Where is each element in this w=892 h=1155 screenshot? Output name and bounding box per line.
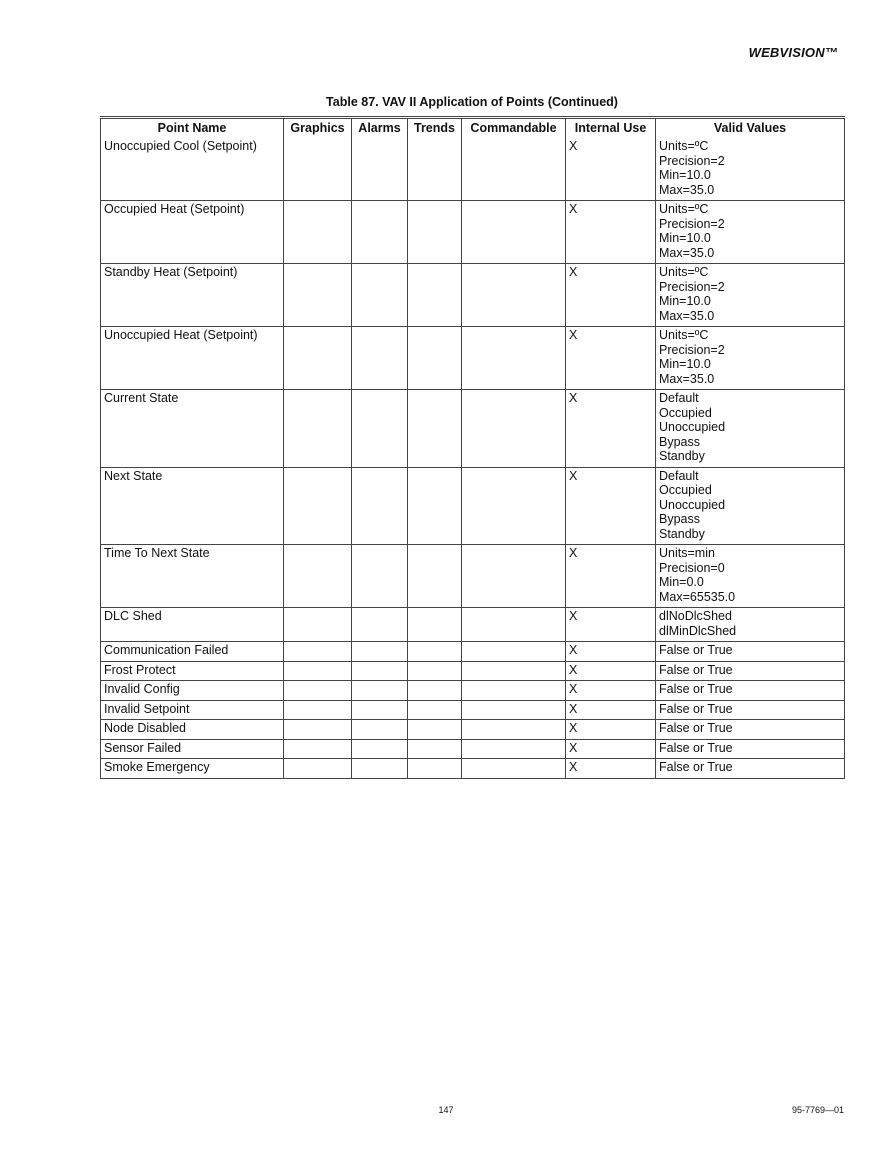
valid-values-cell xyxy=(656,739,845,759)
valid-value: Standby xyxy=(659,526,705,541)
trends-cell xyxy=(408,739,462,759)
internal-use-cell: X xyxy=(566,739,656,759)
trends-cell xyxy=(408,201,462,264)
valid-values-cell xyxy=(656,608,845,642)
trends-cell xyxy=(408,720,462,740)
commandable-cell xyxy=(462,390,566,468)
valid-value: dlNoDlcShed xyxy=(659,609,732,623)
column-header-valid-values: Valid Values xyxy=(656,118,845,138)
commandable-cell xyxy=(462,700,566,720)
column-header-graphics: Graphics xyxy=(284,118,352,138)
valid-value: Units=ºC xyxy=(659,202,709,216)
table-row xyxy=(101,700,845,720)
alarms-cell xyxy=(352,390,408,468)
commandable-cell xyxy=(462,739,566,759)
internal-use-cell: X xyxy=(566,327,656,390)
commandable-cell xyxy=(462,681,566,701)
commandable-cell xyxy=(462,759,566,779)
commandable-cell xyxy=(462,137,566,201)
table-row xyxy=(101,390,845,468)
internal-use-cell: X xyxy=(566,720,656,740)
valid-value: Min=10.0 xyxy=(659,231,711,245)
point-name-cell: Next State xyxy=(101,467,284,545)
points-table xyxy=(100,116,845,779)
valid-values-cell xyxy=(656,264,845,327)
alarms-cell xyxy=(352,759,408,779)
alarms-cell xyxy=(352,137,408,201)
trends-cell xyxy=(408,681,462,701)
valid-value: dlMinDlcShed xyxy=(659,623,737,638)
graphics-cell xyxy=(284,739,352,759)
graphics-cell xyxy=(284,390,352,468)
graphics-cell xyxy=(284,467,352,545)
valid-values-cell xyxy=(656,545,845,608)
valid-values-cell xyxy=(656,201,845,264)
valid-value: Units=ºC xyxy=(659,265,709,279)
point-name-cell: Node Disabled xyxy=(101,720,284,740)
internal-use-cell: X xyxy=(566,264,656,327)
alarms-cell xyxy=(352,467,408,545)
graphics-cell xyxy=(284,759,352,779)
valid-value: Standby xyxy=(659,449,705,463)
table-row xyxy=(101,545,845,608)
valid-values-cell xyxy=(656,661,845,681)
table-header-row xyxy=(101,118,845,138)
point-name-cell: Invalid Config xyxy=(101,681,284,701)
column-header-point-name: Point Name xyxy=(101,118,284,138)
internal-use-cell: X xyxy=(566,390,656,468)
valid-value: Min=10.0 xyxy=(659,294,711,308)
valid-values-cell xyxy=(656,327,845,390)
column-header-alarms: Alarms xyxy=(352,118,408,138)
trends-cell xyxy=(408,390,462,468)
valid-value: False or True xyxy=(659,701,733,716)
graphics-cell xyxy=(284,700,352,720)
valid-value: Default xyxy=(659,468,699,483)
table-row xyxy=(101,327,845,390)
valid-values-cell xyxy=(656,700,845,720)
table-row xyxy=(101,467,845,545)
table-row xyxy=(101,681,845,701)
valid-value: Min=10.0 xyxy=(659,168,711,182)
point-name-cell: Occupied Heat (Setpoint) xyxy=(101,201,284,264)
internal-use-cell: X xyxy=(566,661,656,681)
alarms-cell xyxy=(352,327,408,390)
point-name-cell: DLC Shed xyxy=(101,608,284,642)
valid-value: Precision=2 xyxy=(659,342,725,357)
valid-values-cell xyxy=(656,642,845,662)
trends-cell xyxy=(408,137,462,201)
valid-values-cell xyxy=(656,390,845,468)
table-row xyxy=(101,137,845,201)
point-name-cell: Smoke Emergency xyxy=(101,759,284,779)
trends-cell xyxy=(408,545,462,608)
trends-cell xyxy=(408,327,462,390)
valid-value: Occupied xyxy=(659,405,712,420)
valid-value: Units=ºC xyxy=(659,139,709,153)
valid-value: Max=65535.0 xyxy=(659,589,736,604)
internal-use-cell: X xyxy=(566,201,656,264)
commandable-cell xyxy=(462,467,566,545)
internal-use-cell: X xyxy=(566,137,656,201)
internal-use-cell: X xyxy=(566,700,656,720)
alarms-cell xyxy=(352,545,408,608)
table-row xyxy=(101,661,845,681)
table-row xyxy=(101,201,845,264)
alarms-cell xyxy=(352,661,408,681)
table-title: Table 87. VAV II Application of Points (Continued) xyxy=(326,95,618,109)
internal-use-cell: X xyxy=(566,467,656,545)
column-header-commandable: Commandable xyxy=(462,118,566,138)
trends-cell xyxy=(408,661,462,681)
alarms-cell xyxy=(352,700,408,720)
valid-value: Unoccupied xyxy=(659,497,726,512)
valid-value: False or True xyxy=(659,682,733,696)
header-brand: WEBVISION™ xyxy=(748,45,838,60)
commandable-cell xyxy=(462,720,566,740)
valid-value: False or True xyxy=(659,721,733,735)
valid-value: Min=10.0 xyxy=(659,357,711,371)
commandable-cell xyxy=(462,545,566,608)
valid-values-cell xyxy=(656,137,845,201)
valid-value: Bypass xyxy=(659,512,700,526)
table-row xyxy=(101,759,845,779)
internal-use-cell: X xyxy=(566,681,656,701)
point-name-cell: Sensor Failed xyxy=(101,739,284,759)
page-number: 147 xyxy=(438,1105,454,1115)
valid-value: Precision=2 xyxy=(659,279,725,294)
valid-value: Precision=2 xyxy=(659,153,725,168)
graphics-cell xyxy=(284,608,352,642)
alarms-cell xyxy=(352,642,408,662)
point-name-cell: Frost Protect xyxy=(101,661,284,681)
graphics-cell xyxy=(284,137,352,201)
point-name-cell: Current State xyxy=(101,390,284,468)
column-header-internal-use: Internal Use xyxy=(566,118,656,138)
commandable-cell xyxy=(462,327,566,390)
alarms-cell xyxy=(352,720,408,740)
table-row xyxy=(101,642,845,662)
trends-cell xyxy=(408,608,462,642)
valid-value: Max=35.0 xyxy=(659,182,715,197)
valid-values-cell xyxy=(656,681,845,701)
valid-value: Precision=2 xyxy=(659,216,725,231)
valid-value: Max=35.0 xyxy=(659,308,715,323)
table-row xyxy=(101,608,845,642)
graphics-cell xyxy=(284,720,352,740)
commandable-cell xyxy=(462,608,566,642)
graphics-cell xyxy=(284,327,352,390)
alarms-cell xyxy=(352,201,408,264)
valid-values-cell xyxy=(656,720,845,740)
trends-cell xyxy=(408,467,462,545)
table-row xyxy=(101,264,845,327)
valid-value: Units=ºC xyxy=(659,328,709,342)
internal-use-cell: X xyxy=(566,608,656,642)
valid-value: Default xyxy=(659,391,699,405)
valid-value: Occupied xyxy=(659,483,712,497)
valid-value: False or True xyxy=(659,760,733,774)
valid-values-cell xyxy=(656,467,845,545)
commandable-cell xyxy=(462,201,566,264)
valid-value: False or True xyxy=(659,643,733,657)
alarms-cell xyxy=(352,264,408,327)
point-name-cell: Standby Heat (Setpoint) xyxy=(101,264,284,327)
commandable-cell xyxy=(462,264,566,327)
valid-value: Unoccupied xyxy=(659,420,726,434)
alarms-cell xyxy=(352,681,408,701)
commandable-cell xyxy=(462,661,566,681)
valid-value: Precision=0 xyxy=(659,560,725,575)
point-name-cell: Unoccupied Heat (Setpoint) xyxy=(101,327,284,390)
trends-cell xyxy=(408,759,462,779)
valid-value: Max=35.0 xyxy=(659,245,715,260)
valid-value: False or True xyxy=(659,740,733,755)
graphics-cell xyxy=(284,661,352,681)
valid-value: Min=0.0 xyxy=(659,575,704,589)
valid-value: False or True xyxy=(659,662,733,677)
graphics-cell xyxy=(284,681,352,701)
graphics-cell xyxy=(284,264,352,327)
point-name-cell: Invalid Setpoint xyxy=(101,700,284,720)
internal-use-cell: X xyxy=(566,759,656,779)
document-number: 95-7769—01 xyxy=(791,1105,844,1115)
point-name-cell: Time To Next State xyxy=(101,545,284,608)
point-name-cell: Communication Failed xyxy=(101,642,284,662)
table-row xyxy=(101,739,845,759)
alarms-cell xyxy=(352,608,408,642)
valid-values-cell xyxy=(656,759,845,779)
valid-value: Bypass xyxy=(659,434,700,449)
trends-cell xyxy=(408,642,462,662)
column-header-trends: Trends xyxy=(408,118,462,138)
graphics-cell xyxy=(284,545,352,608)
internal-use-cell: X xyxy=(566,642,656,662)
graphics-cell xyxy=(284,201,352,264)
internal-use-cell: X xyxy=(566,545,656,608)
table-row xyxy=(101,720,845,740)
point-name-cell: Unoccupied Cool (Setpoint) xyxy=(101,137,284,201)
graphics-cell xyxy=(284,642,352,662)
trends-cell xyxy=(408,264,462,327)
alarms-cell xyxy=(352,739,408,759)
valid-value: Units=min xyxy=(659,546,715,560)
trends-cell xyxy=(408,700,462,720)
commandable-cell xyxy=(462,642,566,662)
valid-value: Max=35.0 xyxy=(659,371,715,386)
